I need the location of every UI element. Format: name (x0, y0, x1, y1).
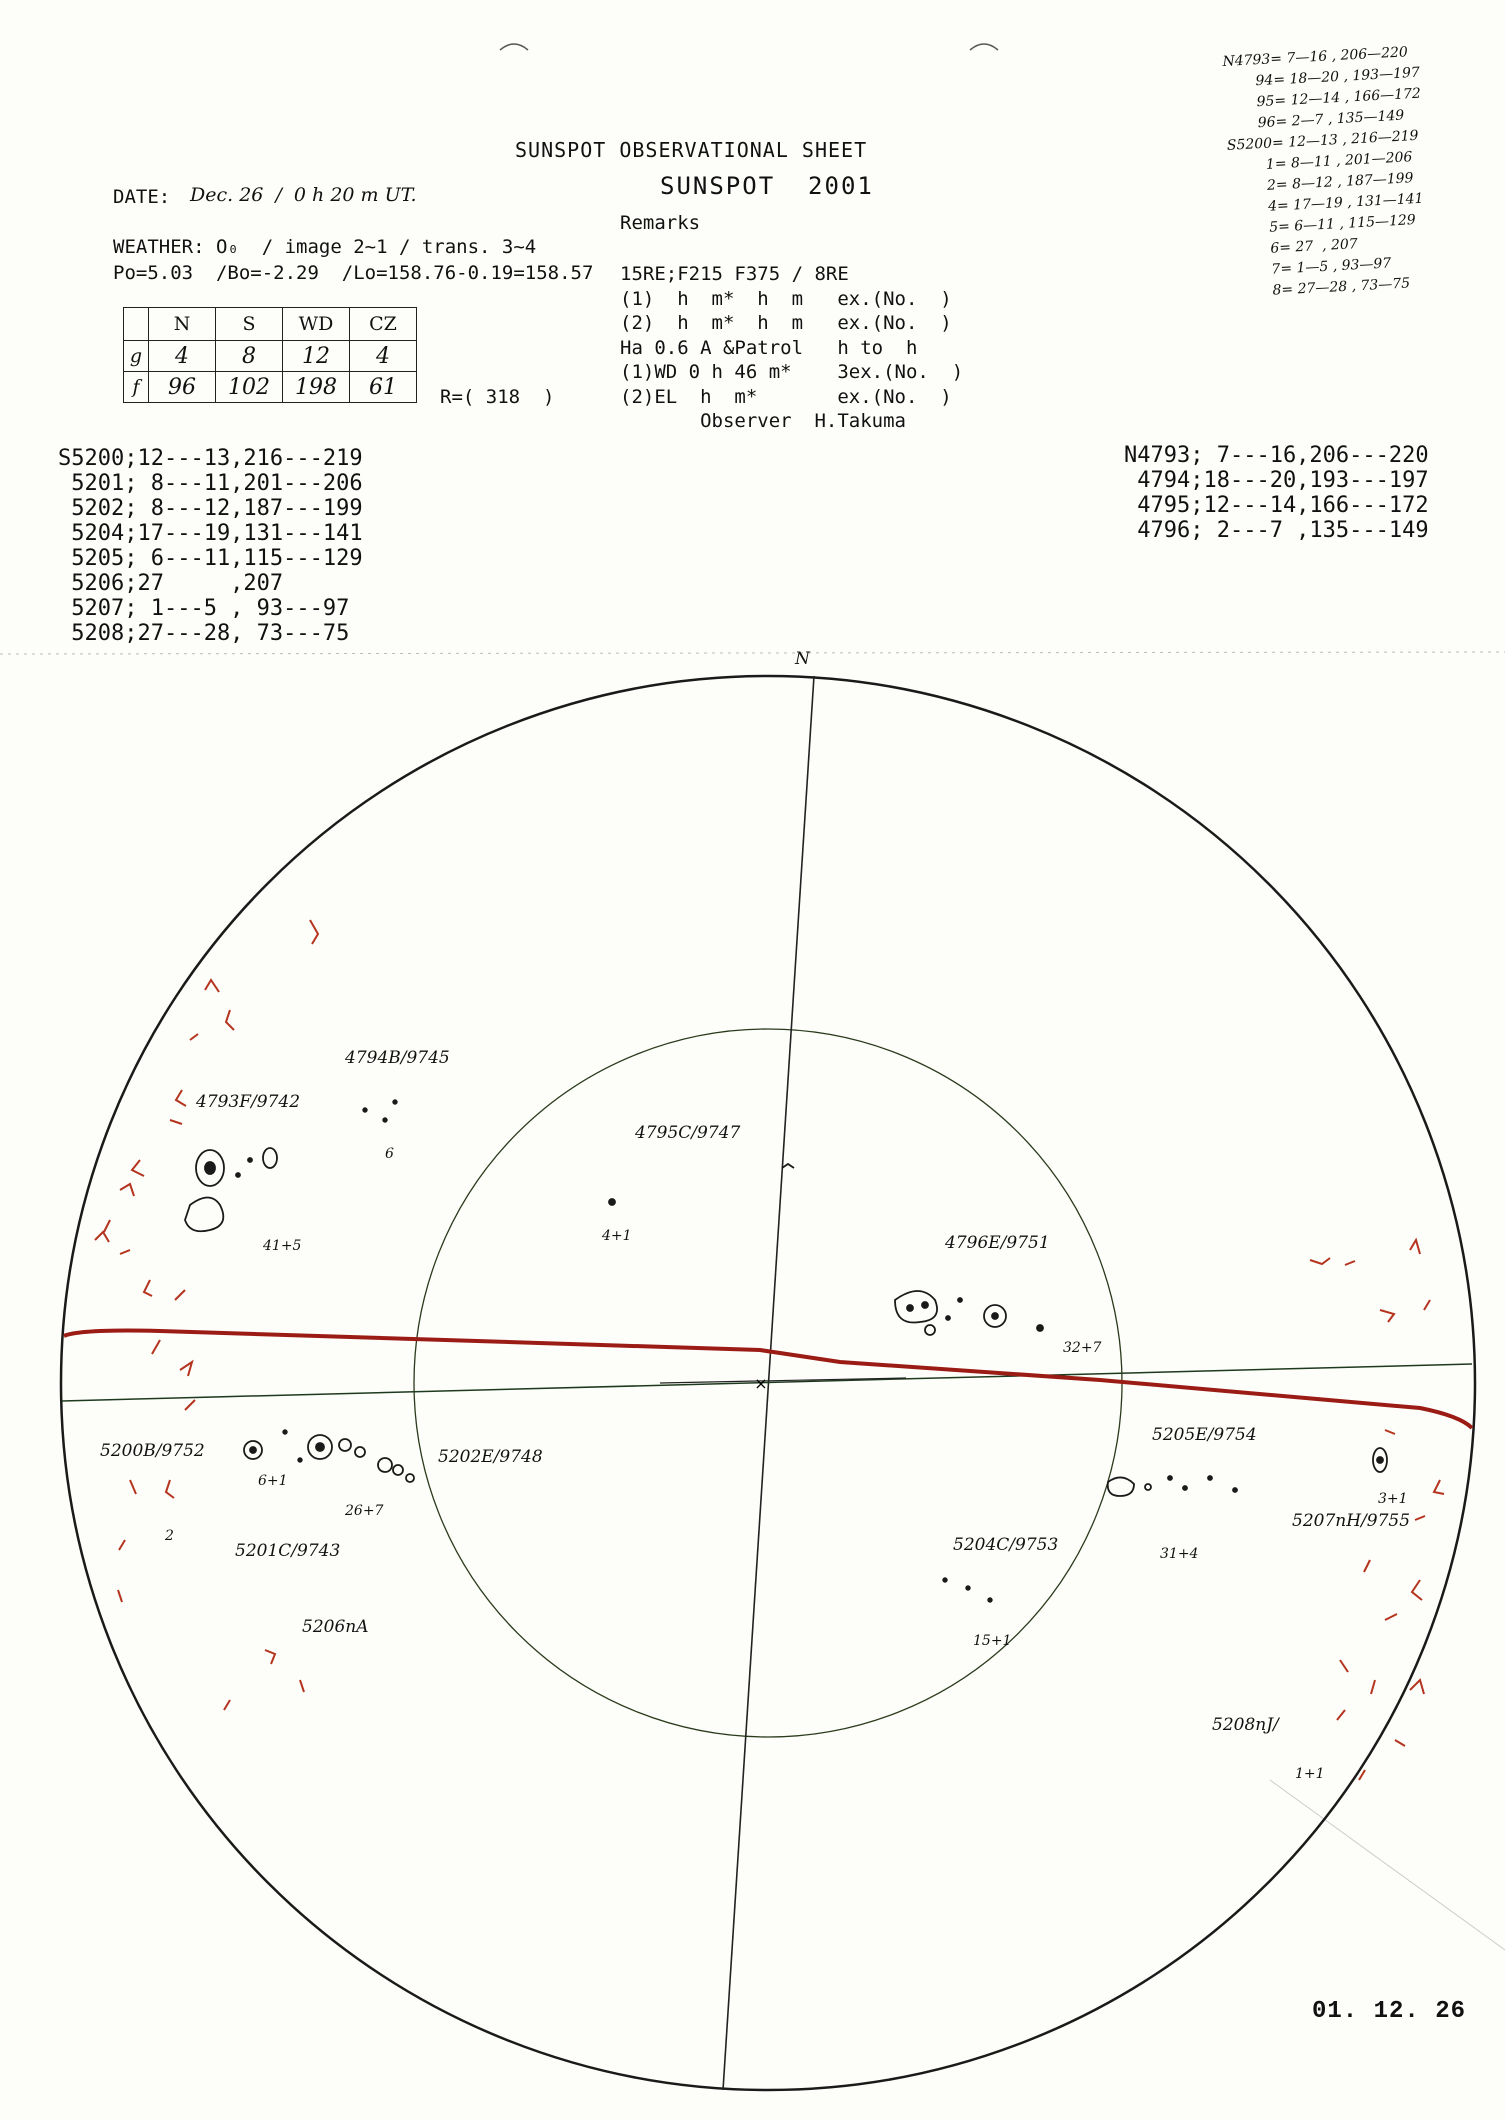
table-cell: 96 (149, 372, 216, 403)
note-line: 2= 8—12 , 187—199 (1266, 170, 1414, 194)
note-line: 7= 1—5 , 93—97 (1271, 255, 1392, 278)
group-count: 4+1 (602, 1228, 632, 1244)
date-value: Dec. 26 / 0 h 20 m UT. (190, 184, 417, 206)
date-stamp: 01. 12. 26 (1312, 1998, 1467, 2025)
table-cell: 198 (283, 372, 350, 403)
group-label: 4794B/9745 (345, 1048, 450, 1068)
group-label: 5205E/9754 (1152, 1425, 1257, 1445)
remarks-line: Ha 0.6 A &Patrol h to h (620, 336, 918, 359)
note-line: 5= 6—11 , 115—129 (1268, 212, 1417, 236)
list-item: 5208;27---28, 73---75 (58, 621, 350, 646)
list-item: 5207; 1---5 , 93---97 (58, 596, 350, 621)
table-header: CZ (350, 308, 417, 341)
list-item: 4795;12---14,166---172 (1124, 493, 1429, 518)
sunspot-sketches (185, 1100, 1387, 1602)
remarks-line: (1) h m* h m ex.(No. ) (620, 287, 952, 310)
group-count: 41+5 (263, 1238, 302, 1254)
group-count: 3+1 (1378, 1491, 1408, 1507)
remarks-line: 15RE;F215 F375 / 8RE (620, 263, 849, 285)
table-header: N (149, 308, 216, 341)
punch-mark (500, 44, 528, 50)
group-count: 2 (165, 1528, 174, 1544)
group-count: 1+1 (1295, 1766, 1325, 1782)
list-item: 4796; 2---7 ,135---149 (1124, 518, 1429, 543)
params-line: Po=5.03 /Bo=-2.29 /Lo=158.76-0.19=158.57 (113, 262, 594, 284)
group-label: 5207nH/9755 (1292, 1511, 1411, 1531)
list-item: 5201; 8---11,201---206 (58, 471, 363, 496)
sheet-title: SUNSPOT OBSERVATIONAL SHEET (515, 138, 868, 162)
list-item: N4793; 7---16,206---220 (1124, 443, 1429, 468)
list-item: 5206;27 ,207 (58, 571, 284, 596)
table-header: WD (283, 308, 350, 341)
note-line: 6= 27 , 207 (1269, 236, 1359, 257)
date-label: DATE: (113, 186, 171, 208)
group-label: 5208nJ/ (1212, 1715, 1279, 1735)
table-cell: 4 (149, 341, 216, 372)
note-line: 95= 12—14 , 166—172 (1256, 85, 1422, 111)
remarks-line: (2)EL h m* ex.(No. ) (620, 385, 952, 408)
group-label: 4796E/9751 (945, 1233, 1050, 1253)
group-label: 4793F/9742 (196, 1092, 301, 1112)
note-line: 8= 27—28 , 73—75 (1272, 275, 1411, 299)
table-cell: 61 (350, 372, 417, 403)
row-label: f (124, 372, 149, 403)
list-item: 4794;18---20,193---197 (1124, 468, 1429, 493)
remarks-line: (1)WD 0 h 46 m* 3ex.(No. ) (620, 361, 964, 383)
punch-mark (970, 44, 998, 50)
fold-line (1270, 1780, 1505, 1950)
row-label: g (124, 341, 149, 372)
table-header: S (216, 308, 283, 341)
group-label: 5206nA (302, 1617, 369, 1637)
group-count: 6 (385, 1146, 394, 1162)
table-cell: 8 (216, 341, 283, 372)
group-label: 5201C/9743 (235, 1541, 341, 1561)
group-label: 5200B/9752 (100, 1441, 205, 1461)
list-item: 5202; 8---12,187---199 (58, 496, 363, 521)
note-line: N4793= 7—16 , 206—220 (1222, 44, 1409, 70)
list-item: 5205; 6---11,115---129 (58, 546, 363, 571)
remarks-heading: Remarks (620, 212, 701, 234)
sheet-subtitle: SUNSPOT 2001 (660, 172, 874, 200)
group-label: 4795C/9747 (635, 1123, 741, 1143)
remarks-line: (2) h m* h m ex.(No. ) (620, 312, 952, 334)
group-count: 31+4 (1160, 1546, 1199, 1562)
note-line: S5200= 12—13 , 216—219 (1226, 127, 1419, 154)
fold-line (0, 652, 1505, 654)
table-cell: 12 (283, 341, 350, 372)
north-mark: N (795, 649, 810, 669)
observer-line: Observer H.Takuma (620, 410, 906, 432)
group-count: 32+7 (1063, 1340, 1102, 1356)
note-line: 4= 17—19 , 131—141 (1267, 190, 1424, 215)
weather-line: WEATHER: O₀ / image 2~1 / trans. 3~4 (113, 236, 537, 258)
note-line: 96= 2—7 , 135—149 (1257, 107, 1405, 132)
relative-number: R=( 318 ) (440, 386, 555, 408)
group-label: 5202E/9748 (438, 1447, 543, 1467)
group-label: 5204C/9753 (953, 1535, 1059, 1555)
note-line: 94= 18—20 , 193—197 (1255, 64, 1421, 90)
list-item: 5204;17---19,131---141 (58, 521, 363, 546)
center-mark: × (754, 1374, 768, 1393)
table-cell: 102 (216, 372, 283, 403)
note-line: 1= 8—11 , 201—206 (1265, 149, 1413, 173)
group-count: 26+7 (345, 1503, 384, 1519)
group-count: 15+1 (973, 1633, 1012, 1649)
list-item: S5200;12---13,216---219 (58, 446, 363, 471)
group-count: 6+1 (258, 1473, 288, 1489)
table-cell: 4 (350, 341, 417, 372)
